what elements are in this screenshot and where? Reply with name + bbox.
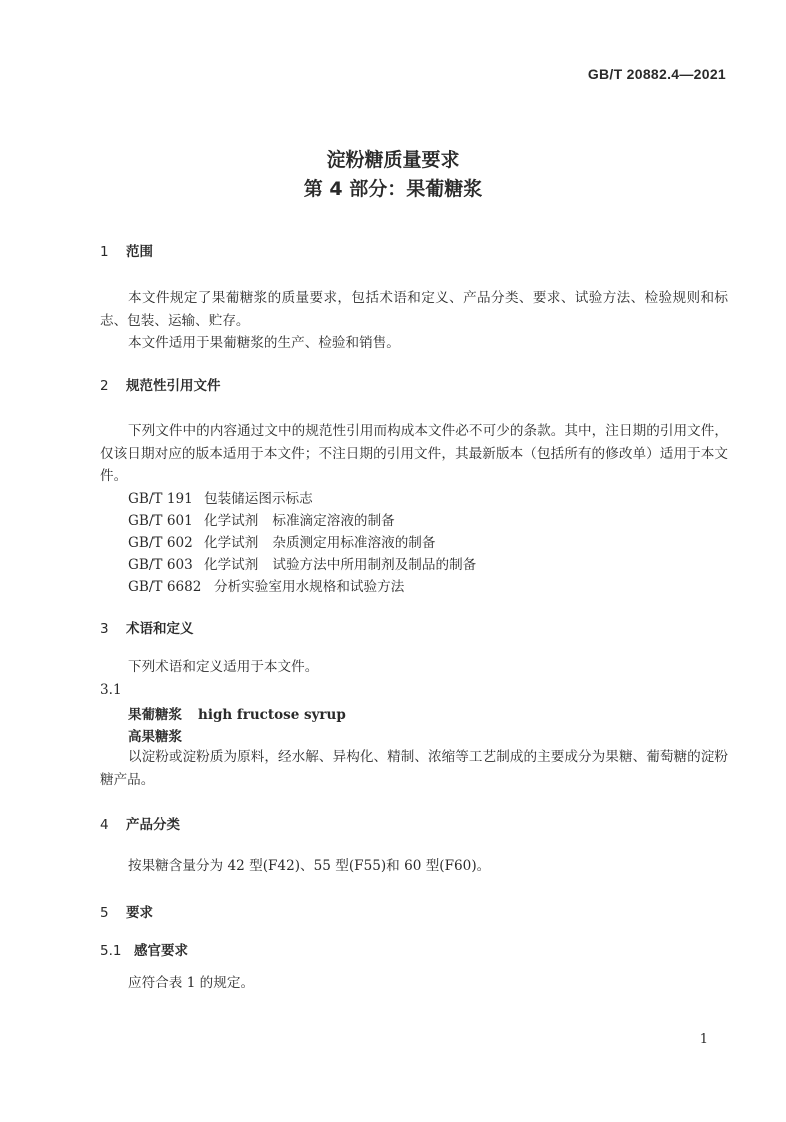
- section-number: 4: [100, 817, 109, 833]
- term-definition: 以淀粉或淀粉质为原料，经水解、异构化、精制、浓缩等工艺制成的主要成分为果糖、葡萄糖的淀粉糖产品。: [100, 749, 728, 788]
- reference-item: [128, 532, 436, 554]
- section-title: 产品分类: [126, 817, 180, 833]
- section-title: 要求: [126, 905, 153, 921]
- term-number: 3.1: [100, 682, 122, 698]
- reference-item: [128, 576, 404, 598]
- paragraph: 应符合表 1 的规定。: [128, 975, 255, 991]
- section-title: 术语和定义: [126, 621, 194, 637]
- section-title: 规范性引用文件: [126, 378, 221, 394]
- section-number: 3: [100, 621, 109, 637]
- section-heading-classification: [100, 813, 180, 833]
- reference-title: 化学试剂: [204, 557, 259, 573]
- paragraph: 本文件规定了果葡糖浆的质量要求，包括术语和定义、产品分类、要求、试验方法、检验规则和标志、包装、运输、贮存。: [100, 290, 728, 329]
- subsection-title: 感官要求: [134, 943, 188, 959]
- paragraph: 本文件适用于果葡糖浆的生产、检验和销售。: [128, 335, 400, 351]
- reference-code: GB/T 191: [128, 491, 193, 507]
- subsection-number: 5.1: [100, 943, 122, 959]
- section-heading-normative-references: [100, 374, 221, 394]
- reference-code: GB/T 603: [128, 557, 193, 573]
- term-admitted: 高果糖浆: [128, 729, 182, 745]
- reference-subtitle: 标准滴定溶液的制备: [272, 513, 395, 529]
- section-number: 1: [100, 244, 109, 260]
- reference-title: 分析实验室用水规格和试验方法: [214, 579, 405, 595]
- paragraph: 下列文件中的内容通过文中的规范性引用而构成本文件必不可少的条款。其中，注日期的引用文件，仅该日期对应的版本适用于本文件；不注日期的引用文件，其最新版本（包括所有的修改单）适用于本文件。: [100, 423, 728, 484]
- reference-subtitle: 试验方法中所用制剂及制品的制备: [272, 557, 477, 573]
- section-number: 5: [100, 905, 109, 921]
- reference-code: GB/T 602: [128, 535, 193, 551]
- term-chinese: 果葡糖浆: [128, 707, 182, 723]
- page-number: 1: [699, 1032, 708, 1047]
- reference-title: 化学试剂: [204, 535, 259, 551]
- section-title: 范围: [126, 244, 153, 260]
- reference-title: 化学试剂: [204, 513, 259, 529]
- section-heading-terms: [100, 617, 194, 637]
- term-entry: [128, 703, 346, 723]
- document-subtitle: 第 4 部分：果葡糖浆: [303, 178, 483, 200]
- term-english: high fructose syrup: [198, 707, 346, 723]
- reference-item: [128, 554, 476, 576]
- reference-item: [128, 510, 395, 532]
- section-number: 2: [100, 378, 109, 394]
- reference-subtitle: 杂质测定用标准溶液的制备: [272, 535, 436, 551]
- section-heading-requirements: [100, 901, 153, 921]
- reference-title: 包装储运图示标志: [204, 491, 313, 507]
- document-title: 淀粉糖质量要求: [326, 149, 460, 171]
- subsection-heading-sensory: [100, 939, 188, 959]
- section-heading-scope: [100, 240, 153, 260]
- paragraph: 按果糖含量分为 42 型(F42)、55 型(F55)和 60 型(F60)。: [128, 858, 491, 874]
- reference-code: GB/T 6682: [128, 579, 202, 595]
- reference-item: [128, 488, 313, 510]
- reference-code: GB/T 601: [128, 513, 193, 529]
- standard-number: GB/T 20882.4—2021: [587, 66, 726, 82]
- paragraph: 下列术语和定义适用于本文件。: [128, 659, 319, 675]
